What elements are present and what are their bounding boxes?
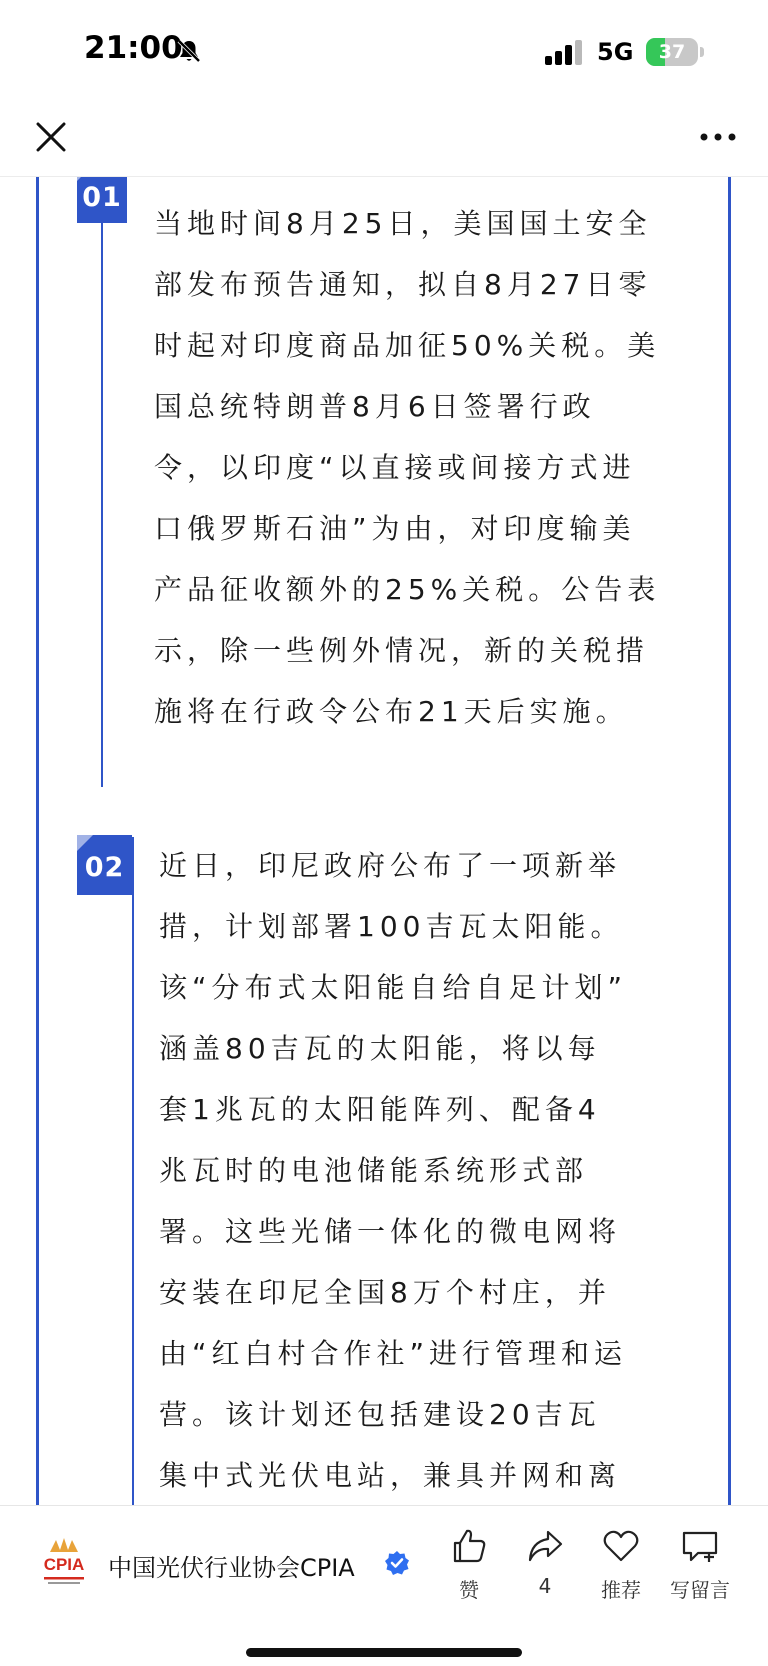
paragraph-line: 部发布预告通知，拟自8月27日零 [154, 268, 652, 301]
paragraph-line: 近日，印尼政府公布了一项新举 [159, 849, 622, 882]
paragraph-line: 该“分布式太阳能自给自足计划” [159, 971, 628, 1004]
share-icon [525, 1526, 565, 1566]
section-number: 02 [84, 852, 125, 883]
badge-notch [77, 835, 93, 851]
recommend-label: 推荐 [601, 1578, 641, 1602]
paragraph-line: 施将在行政令公布21天后实施。 [154, 695, 629, 728]
account-name[interactable]: 中国光伏行业协会CPIA [108, 1554, 355, 1582]
paragraph-line: 令，以印度“以直接或间接方式进 [154, 451, 636, 484]
network-type: 5G [597, 38, 634, 66]
battery-level: 37 [658, 41, 686, 63]
verified-badge-icon [384, 1550, 410, 1576]
timeline-line-02 [132, 837, 134, 1505]
like-button[interactable] [429, 1526, 509, 1603]
bell-muted-icon [176, 38, 202, 64]
heart-icon [601, 1526, 641, 1566]
logo-wordmark: CPIA [43, 1555, 85, 1574]
more-icon[interactable] [696, 116, 740, 158]
write-comment-label: 写留言 [670, 1578, 730, 1602]
paragraph-line: 集中式光伏电站，兼具并网和离 [159, 1459, 622, 1492]
paragraph-line: 国总统特朗普8月6日签署行政 [154, 390, 596, 423]
paragraph-line: 安装在印尼全国8万个村庄，并 [159, 1276, 611, 1309]
like-label: 赞 [459, 1578, 479, 1602]
share-button[interactable] [505, 1526, 585, 1598]
section-paragraph-02 [159, 835, 657, 1505]
frame-border-left [36, 177, 39, 1505]
signal-strength-icon [545, 40, 585, 66]
paragraph-line: 口俄罗斯石油”为由，对印度输美 [154, 512, 636, 545]
battery-indicator [646, 38, 698, 66]
paragraph-line: 套1兆瓦的太阳能阵列、配备4 [159, 1093, 601, 1126]
bottom-action-bar [0, 1505, 768, 1666]
thumbs-up-icon [449, 1526, 489, 1566]
paragraph-line: 时起对印度商品加征50%关税。美 [154, 329, 661, 362]
paragraph-line: 产品征收额外的25%关税。公告表 [154, 573, 661, 606]
section-number: 01 [82, 182, 122, 213]
recommend-button[interactable] [581, 1526, 661, 1603]
section-number-badge [77, 177, 127, 223]
badge-notch [77, 177, 93, 181]
timeline-line-01 [101, 177, 103, 787]
home-indicator[interactable] [246, 1648, 522, 1657]
paragraph-line: 兆瓦时的电池储能系统形式部 [159, 1154, 589, 1187]
paragraph-line: 营。该计划还包括建设20吉瓦 [159, 1398, 601, 1431]
cpia-logo-icon[interactable] [36, 1534, 92, 1590]
write-comment-button[interactable] [660, 1526, 740, 1603]
close-icon[interactable] [30, 116, 72, 158]
nav-bar [0, 100, 768, 177]
paragraph-line: 涵盖80吉瓦的太阳能，将以每 [159, 1032, 601, 1065]
article-content [0, 177, 768, 1505]
share-count: 4 [538, 1574, 552, 1598]
paragraph-line: 措，计划部署100吉瓦太阳能。 [159, 910, 624, 943]
paragraph-line: 由“红白村合作社”进行管理和运 [159, 1337, 628, 1370]
section-paragraph-01 [154, 193, 682, 742]
paragraph-line: 署。这些光储一体化的微电网将 [159, 1215, 622, 1248]
comment-icon [680, 1526, 720, 1566]
battery-cap [700, 47, 704, 57]
paragraph-line: 示，除一些例外情况，新的关税措 [154, 634, 650, 667]
status-bar [0, 0, 768, 100]
section-number-badge [77, 835, 132, 895]
frame-border-right [728, 177, 731, 1505]
paragraph-line: 当地时间8月25日，美国国土安全 [154, 207, 652, 240]
status-time: 21:00 [84, 30, 183, 66]
